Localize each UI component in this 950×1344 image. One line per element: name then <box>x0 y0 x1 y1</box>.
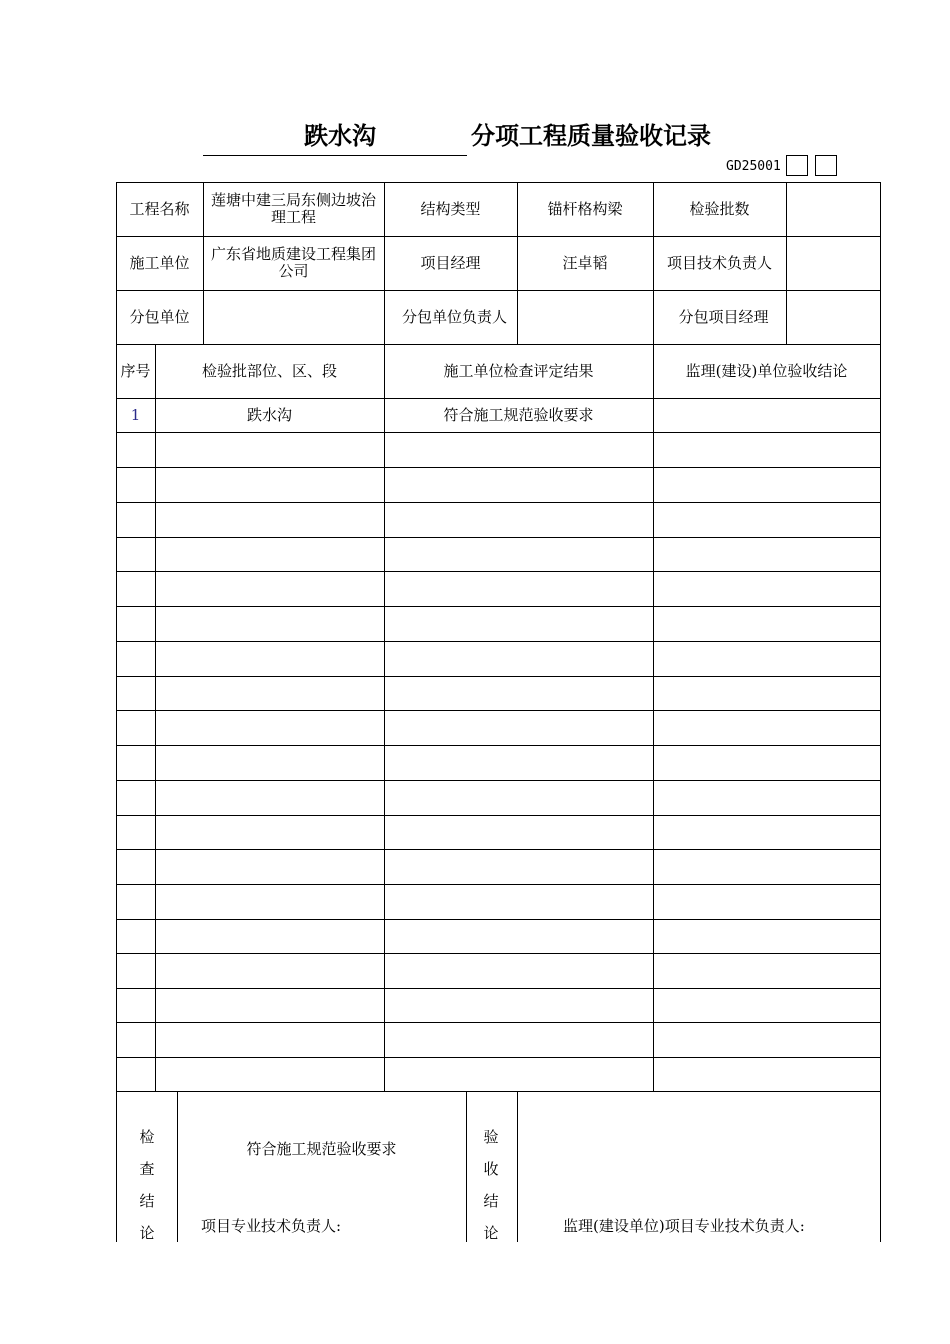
code-box-1[interactable] <box>786 155 808 176</box>
contractor-label: 施工单位 <box>129 253 190 272</box>
accept-label-4: 论 <box>483 1224 499 1242</box>
code-box-2[interactable] <box>815 155 837 176</box>
project-name-label: 工程名称 <box>129 199 190 218</box>
row-conclusion[interactable] <box>653 398 880 432</box>
check-conclusion-text[interactable]: 符合施工规范验收要求 <box>246 1139 397 1158</box>
batch-count-value[interactable] <box>786 182 880 236</box>
check-label-4: 论 <box>139 1224 155 1242</box>
col-header-no: 序号 <box>120 361 151 380</box>
project-manager-label: 项目经理 <box>420 253 481 272</box>
sub-lead-label: 分包单位负责人 <box>401 307 507 326</box>
check-label-1: 检 <box>139 1128 155 1146</box>
project-name-value[interactable]: 莲塘中建三局东侧边坡治理工程 <box>210 191 376 226</box>
accept-signer-label: 监理(建设单位)项目专业技术负责人: <box>563 1217 805 1235</box>
accept-label-2: 收 <box>483 1160 499 1178</box>
row-no: 1 <box>130 405 141 424</box>
check-label-2: 查 <box>139 1160 155 1178</box>
tech-lead-label: 项目技术负责人 <box>666 253 772 272</box>
check-label-3: 结 <box>139 1192 155 1210</box>
accept-label-1: 验 <box>483 1128 499 1146</box>
structure-type-value[interactable]: 锚杆格构梁 <box>547 199 623 218</box>
sub-manager-value[interactable] <box>794 290 880 344</box>
subcontractor-label: 分包单位 <box>129 307 190 326</box>
project-manager-value[interactable]: 汪卓韬 <box>562 253 608 272</box>
col-header-conclusion: 监理(建设)单位验收结论 <box>685 361 848 380</box>
title-form-name: 分项工程质量验收记录 <box>471 122 711 150</box>
structure-type-label: 结构类型 <box>420 199 481 218</box>
sub-manager-label: 分包项目经理 <box>678 307 769 326</box>
sub-lead-value[interactable] <box>525 290 653 344</box>
form-code: GD25001 <box>726 159 781 174</box>
tech-lead-value[interactable] <box>786 236 880 290</box>
subcontractor-value[interactable] <box>203 290 384 344</box>
row-part[interactable]: 跌水沟 <box>246 405 292 424</box>
check-signer-label: 项目专业技术负责人: <box>201 1217 342 1235</box>
contractor-value[interactable]: 广东省地质建设工程集团公司 <box>210 245 376 280</box>
title-project-part: 跌水沟 <box>304 122 376 150</box>
batch-count-label: 检验批数 <box>689 199 750 218</box>
row-result[interactable]: 符合施工规范验收要求 <box>443 405 594 424</box>
col-header-result: 施工单位检查评定结果 <box>443 361 594 380</box>
col-header-part: 检验批部位、区、段 <box>201 361 337 380</box>
title-underline <box>203 155 467 156</box>
accept-label-3: 结 <box>483 1192 499 1210</box>
